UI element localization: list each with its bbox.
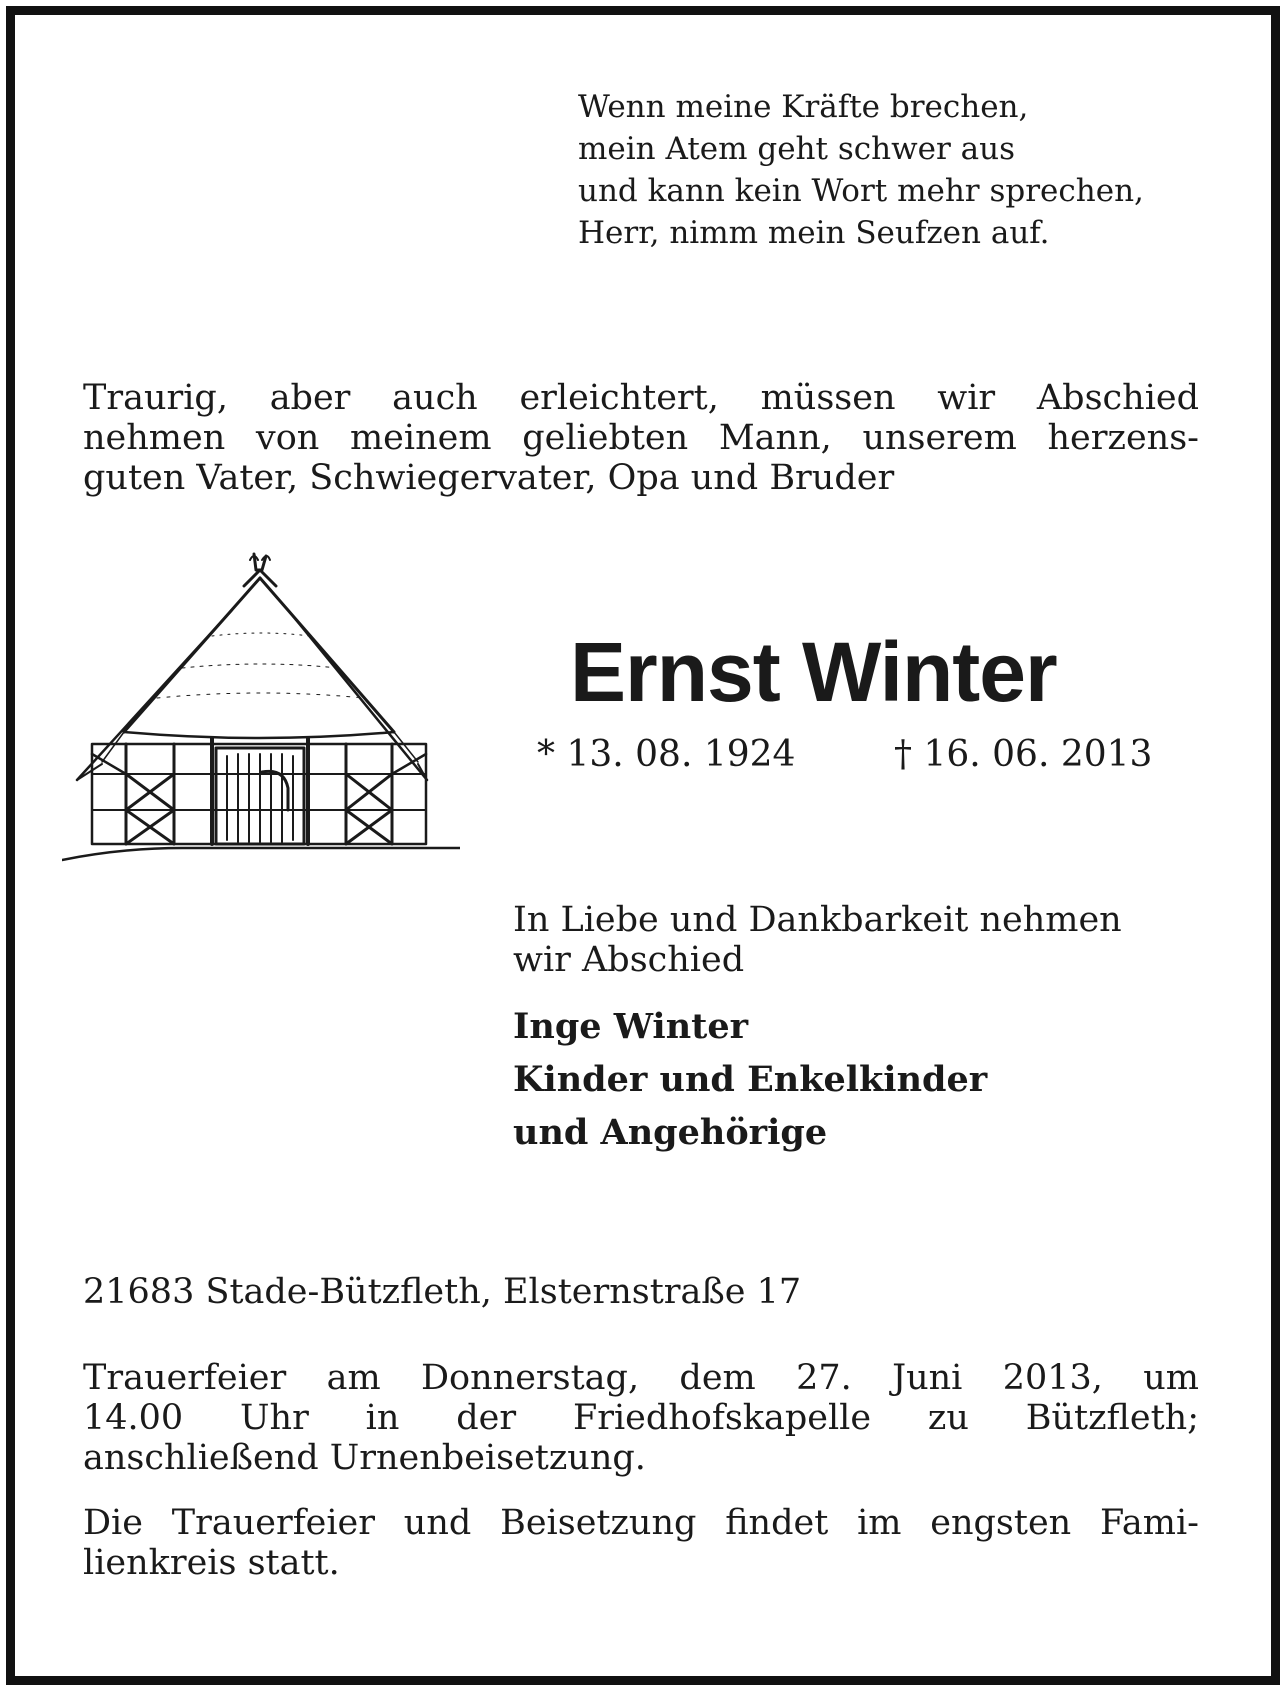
mourning-line: In Liebe und Dankbarkeit nehmen (513, 900, 1122, 940)
mourner-name: und Angehörige (513, 1112, 828, 1153)
mourning-text (513, 900, 1122, 980)
ceremony-line: anschließend Urnenbeisetzung. (83, 1438, 646, 1478)
intro-line: nehmen von meinem geliebten Mann, unserem herzens- (83, 418, 1199, 458)
death-date: † 16. 06. 2013 (894, 734, 1153, 775)
ceremony-line: Trauerfeier am Donnerstag, dem 27. Juni 2013, um (83, 1358, 1199, 1398)
ceremony-line: 14.00 Uhr in der Friedhofskapelle zu Bützfleth; (83, 1398, 1199, 1438)
intro-text (83, 378, 1199, 498)
poem-line: Herr, nimm mein Seufzen auf. (578, 215, 1050, 251)
poem-line: Wenn meine Kräfte brechen, (578, 89, 1029, 125)
farmhouse-drawing-icon (62, 548, 460, 866)
private-note (83, 1503, 1199, 1583)
intro-line: guten Vater, Schwiegervater, Opa und Bruder (83, 458, 895, 498)
deceased-name: Ernst Winter (570, 625, 1057, 719)
mourner-name: Kinder und Enkelkinder (513, 1059, 988, 1100)
mourning-line: wir Abschied (513, 940, 745, 980)
poem-line: mein Atem geht schwer aus (578, 131, 1015, 167)
family-address: 21683 Stade-Bützfleth, Elsternstraße 17 (83, 1272, 802, 1312)
mourners-list (513, 1000, 987, 1159)
intro-line: Traurig, aber auch erleichtert, müssen wir Abschied (83, 378, 1199, 418)
private-note-line: lienkreis statt. (83, 1543, 340, 1583)
poem (578, 86, 1144, 254)
ceremony-text (83, 1358, 1199, 1478)
private-note-line: Die Trauerfeier und Beisetzung findet im engsten Fami- (83, 1503, 1199, 1543)
poem-line: und kann kein Wort mehr sprechen, (578, 173, 1144, 209)
mourner-name: Inge Winter (513, 1006, 749, 1047)
birth-date: * 13. 08. 1924 (537, 734, 796, 775)
